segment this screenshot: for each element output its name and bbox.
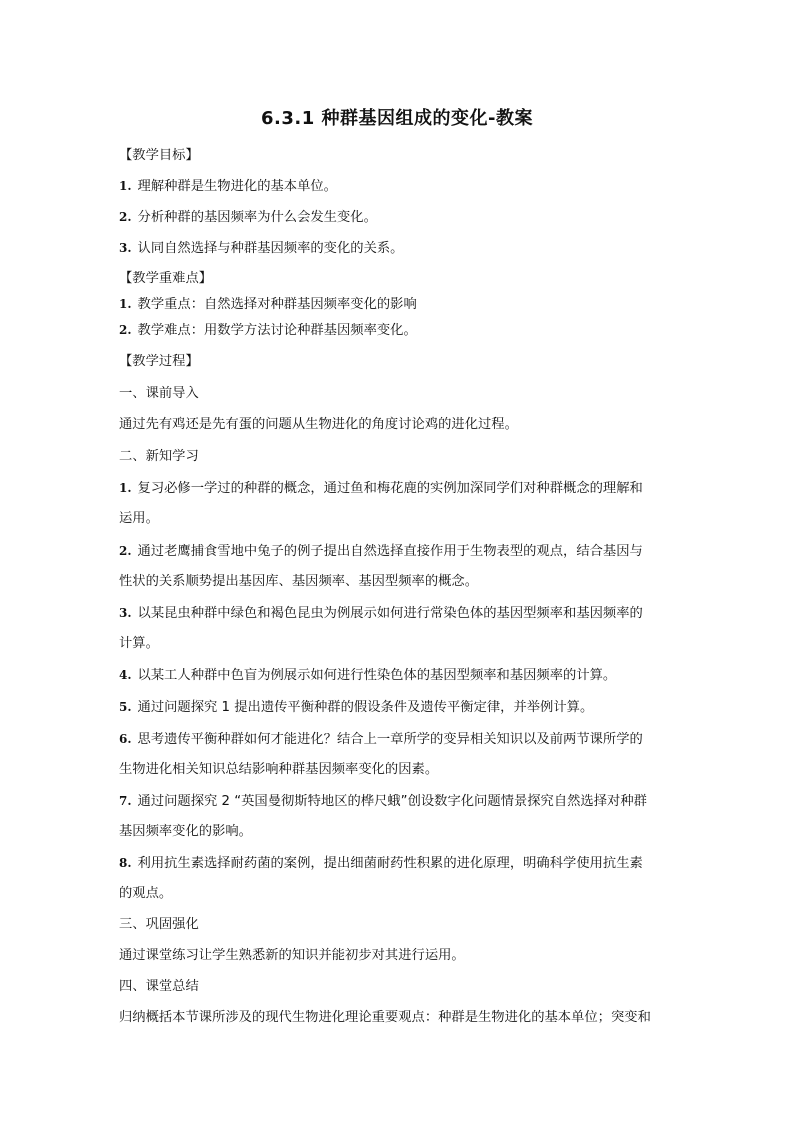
item-number: 2. <box>119 544 132 558</box>
item-continuation: 性状的关系顺势提出基因库、基因频率、基因型频率的概念。 <box>119 574 479 589</box>
item-number: 6. <box>119 732 132 746</box>
item-continuation: 生物进化相关知识总结影响种群基因频率变化的因素。 <box>119 762 439 777</box>
section-heading: 三、巩固强化 <box>119 917 199 932</box>
section-heading: 四、课堂总结 <box>119 979 199 994</box>
section-text: 通过先有鸡还是先有蛋的问题从生物进化的角度讨论鸡的进化过程。 <box>119 417 518 432</box>
objective-item <box>119 207 679 228</box>
item-number: 2. <box>119 323 132 337</box>
item-number: 1. <box>119 297 132 311</box>
item-continuation: 运用。 <box>119 511 159 526</box>
section-text: 通过课堂练习让学生熟悉新的知识并能初步对其进行运用。 <box>119 948 465 963</box>
section-heading: 一、课前导入 <box>119 386 199 401</box>
process-item <box>119 697 679 718</box>
item-number: 3. <box>119 241 132 255</box>
item-continuation: 计算。 <box>119 636 159 651</box>
item-text: 理解种群是生物进化的基本单位。 <box>137 179 337 194</box>
item-number: 1. <box>119 179 132 193</box>
item-text: 教学重点：自然选择对种群基因频率变化的影响 <box>137 297 417 312</box>
item-text: 利用抗生素选择耐药菌的案例，提出细菌耐药性积累的进化原理，明确科学使用抗生素 <box>137 856 643 871</box>
keypoints-heading: 【教学重难点】 <box>119 271 213 286</box>
section-heading: 二、新知学习 <box>119 449 199 464</box>
process-item <box>119 791 679 812</box>
item-text: 以某工人种群中色盲为例展示如何进行性染色体的基因型频率和基因频率的计算。 <box>137 668 617 683</box>
process-item <box>119 729 679 750</box>
page-title: 6.3.1 种群基因组成的变化-教案 <box>261 108 533 129</box>
process-item <box>119 541 679 562</box>
item-continuation: 的观点。 <box>119 886 173 901</box>
item-text: 教学难点：用数学方法讨论种群基因频率变化。 <box>137 323 417 338</box>
item-number: 3. <box>119 606 132 620</box>
item-text: 认同自然选择与种群基因频率的变化的关系。 <box>137 241 404 256</box>
item-text: 复习必修一学过的种群的概念，通过鱼和梅花鹿的实例加深同学们对种群概念的理解和 <box>137 481 643 496</box>
objective-item <box>119 176 679 197</box>
objective-item <box>119 238 679 259</box>
process-item <box>119 478 679 499</box>
item-text: 以某昆虫种群中绿色和褐色昆虫为例展示如何进行常染色体的基因型频率和基因频率的 <box>137 606 643 621</box>
keypoint-item <box>119 320 679 341</box>
process-heading: 【教学过程】 <box>119 354 199 369</box>
item-text: 通过问题探究 2 “英国曼彻斯特地区的桦尺蛾”创设数字化问题情景探究自然选择对种群 <box>137 794 647 809</box>
process-item <box>119 853 679 874</box>
process-item <box>119 665 679 686</box>
keypoint-item <box>119 294 679 315</box>
item-text: 通过问题探究 1 提出遗传平衡种群的假设条件及遗传平衡定律，并举例计算。 <box>137 700 594 715</box>
process-item <box>119 603 679 624</box>
item-text: 思考遗传平衡种群如何才能进化？结合上一章所学的变异相关知识以及前两节课所学的 <box>137 732 643 747</box>
item-number: 7. <box>119 794 132 808</box>
item-text: 通过老鹰捕食雪地中兔子的例子提出自然选择直接作用于生物表型的观点，结合基因与 <box>137 544 643 559</box>
item-text: 分析种群的基因频率为什么会发生变化。 <box>137 210 377 225</box>
item-number: 8. <box>119 856 132 870</box>
item-continuation: 基因频率变化的影响。 <box>119 824 252 839</box>
item-number: 1. <box>119 481 132 495</box>
item-number: 4. <box>119 668 132 682</box>
item-number: 2. <box>119 210 132 224</box>
section-text: 归纳概括本节课所涉及的现代生物进化理论重要观点：种群是生物进化的基本单位；突变和 <box>119 1010 651 1025</box>
objectives-heading: 【教学目标】 <box>119 148 199 163</box>
item-number: 5. <box>119 700 132 714</box>
